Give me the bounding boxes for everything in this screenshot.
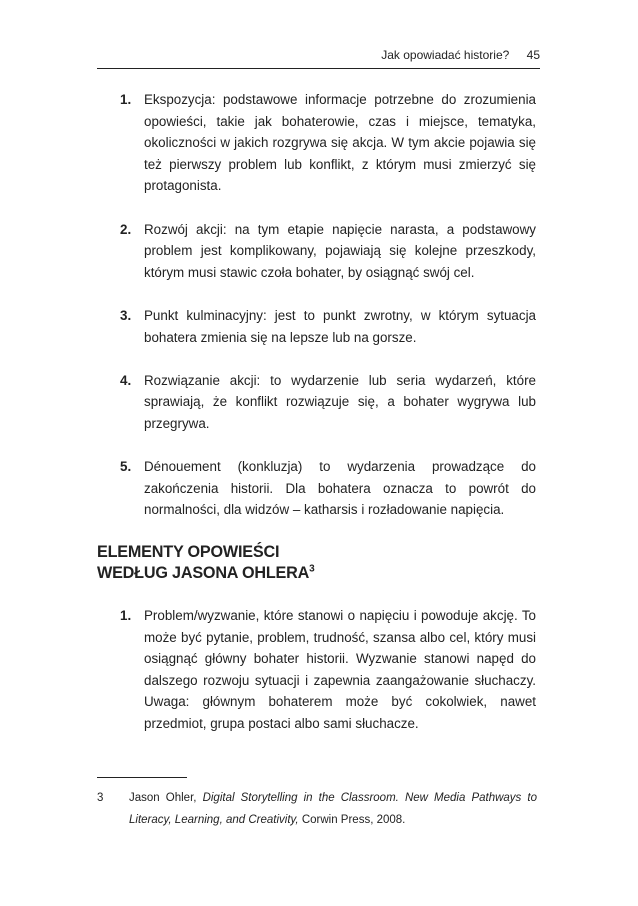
footnote-book-title: Digital Storytelling in the Classroom. New Media Pathways to Literacy, Learning, and Creativity, bbox=[129, 792, 537, 826]
page-number: 45 bbox=[526, 48, 540, 62]
header-title: Jak opowiadać historie? bbox=[381, 48, 510, 62]
item-number: 3. bbox=[120, 307, 132, 323]
item-text: Dénouement (konkluzja) to wydarzenia prowadzące do zakończenia historii. Dla bohatera oznacza to powrót do normalności, dla widzów – katharsis i rozładowanie napięcia. bbox=[144, 459, 536, 518]
item-text: Problem/wyzwanie, które stanowi o napięciu i powoduje akcję. To może być pytanie, problem, trudność, szansa albo cel, który musi osiągnąć główny bohater historii. Wyzwanie stanowi napęd do dalszego rozwoju sytuacji i zapewnia zaangażowanie słuchaczy. Uwaga: głównym bohaterem może być cokolwiek, nawet przedmiot, grupa postaci albo sami słuchacze. bbox=[144, 608, 536, 731]
story-elements-list bbox=[120, 605, 536, 735]
item-text: Ekspozycja: podstawowe informacje potrzebne do zrozumienia opowieści, takie jak bohaterowie, czas i miejsce, tematyka, okoliczności w jakich rozgrywa się akcja. W tym akcie pojawia się też pierwszy problem lub konflikt, z którym musi zmierzyć się protagonista. bbox=[144, 92, 536, 194]
item-text: Rozwiązanie akcji: to wydarzenie lub seria wydarzeń, które sprawiają, że konflikt rozwiązuje się, a bohater wygrywa lub przegrywa. bbox=[144, 372, 536, 431]
section-heading bbox=[97, 542, 537, 584]
item-text: Punkt kulminacyjny: jest to punkt zwrotny, w którym sytuacja bohatera zmienia się na lepsze lub na gorsze. bbox=[144, 307, 536, 345]
list-item bbox=[120, 370, 536, 435]
item-number: 2. bbox=[120, 221, 132, 237]
item-number: 1. bbox=[120, 608, 132, 623]
footnote bbox=[97, 788, 537, 831]
item-number: 1. bbox=[120, 92, 132, 107]
list-item bbox=[120, 605, 536, 735]
footnote-number: 3 bbox=[97, 792, 104, 804]
list-item bbox=[120, 219, 536, 284]
section-heading-line1: ELEMENTY OPOWIEŚCI bbox=[97, 543, 280, 561]
running-header bbox=[97, 48, 540, 69]
footnote-divider bbox=[97, 777, 187, 778]
footnote-text bbox=[129, 788, 537, 831]
plot-structure-list bbox=[120, 89, 536, 521]
list-item bbox=[120, 305, 536, 348]
list-item bbox=[120, 456, 536, 521]
item-number: 4. bbox=[120, 372, 132, 388]
item-number: 5. bbox=[120, 459, 132, 475]
footnote-publisher: Corwin Press, 2008. bbox=[301, 813, 406, 826]
footnote-reference[interactable]: 3 bbox=[309, 563, 315, 575]
list-item bbox=[120, 89, 536, 197]
item-text: Rozwój akcji: na tym etapie napięcie narasta, a podstawowy problem jest komplikowany, pojawiają się kolejne przeszkody, którym musi stawic czoła bohater, by osiągnąć swój cel. bbox=[144, 221, 536, 280]
footnote-author: Jason Ohler, bbox=[129, 792, 197, 804]
section-heading-line2: WEDŁUG JASONA OHLERA bbox=[97, 564, 310, 582]
